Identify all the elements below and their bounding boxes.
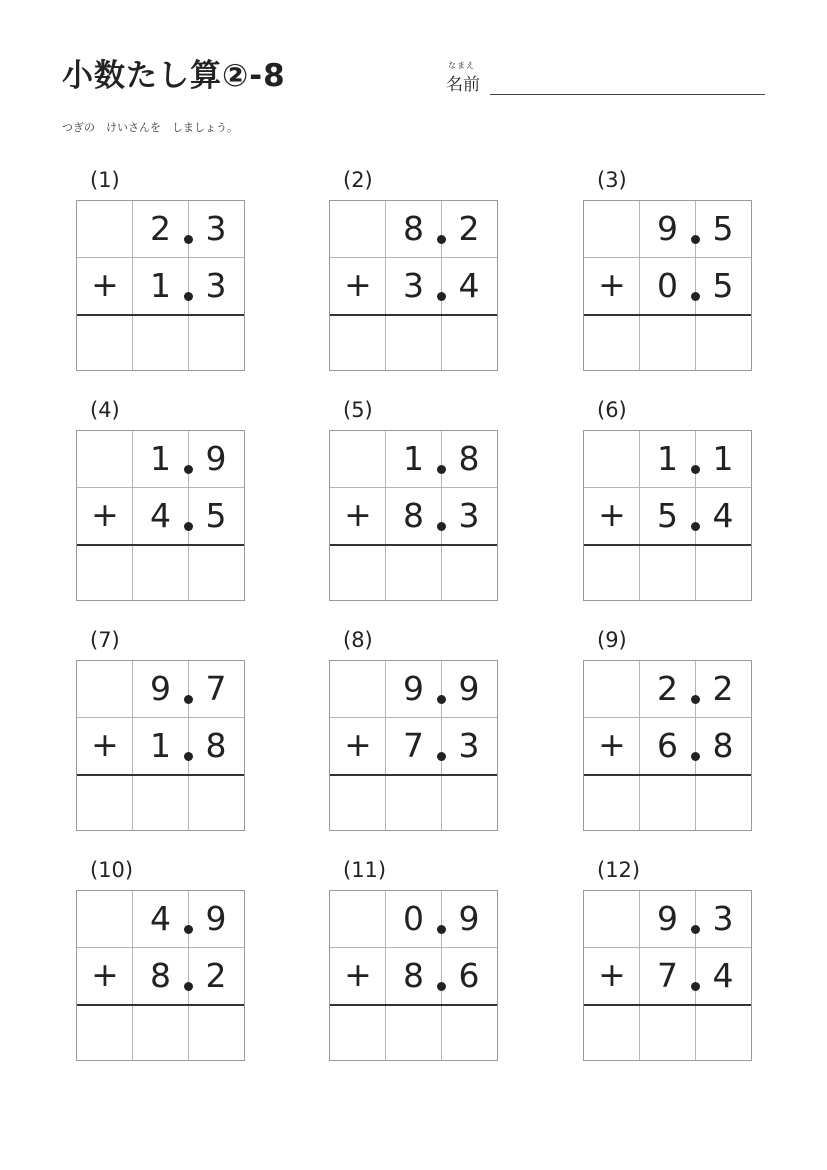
addend-2-ones-digit: 8	[403, 495, 424, 535]
calc-grid	[583, 660, 752, 831]
addend-2-tenths-digit: 5	[205, 495, 227, 535]
problem-number: (10)	[90, 858, 134, 882]
addend-1-ones-digit: 1	[150, 439, 171, 478]
plus-sign: +	[344, 495, 372, 534]
answer-cell[interactable]	[77, 1005, 132, 1060]
decimal-point	[437, 235, 446, 244]
answer-cell[interactable]	[640, 545, 695, 600]
decimal-point	[437, 292, 446, 301]
problem-number: (11)	[343, 858, 387, 882]
answer-cell[interactable]	[695, 1005, 750, 1060]
answer-cell[interactable]	[133, 775, 188, 830]
answer-cell[interactable]	[441, 545, 496, 600]
answer-cell[interactable]	[330, 775, 385, 830]
decimal-point	[184, 522, 193, 531]
decimal-point	[691, 465, 700, 474]
answer-cell[interactable]	[133, 1005, 188, 1060]
plus-sign: +	[344, 265, 372, 304]
answer-cell[interactable]	[441, 1005, 496, 1060]
addend-1-ones-digit: 9	[657, 899, 678, 938]
problem-10	[76, 858, 246, 1068]
problem-7	[76, 628, 246, 838]
addend-2-ones-digit: 8	[403, 955, 424, 995]
answer-cell[interactable]	[133, 545, 188, 600]
plus-sign: +	[598, 265, 626, 304]
answer-cell[interactable]	[640, 315, 695, 370]
plus-sign: +	[598, 725, 626, 764]
calc-grid	[329, 430, 498, 601]
decimal-point	[437, 522, 446, 531]
addend-1-tenths-digit: 8	[458, 439, 480, 478]
addend-2-tenths-digit: 8	[712, 725, 734, 765]
addend-2-tenths-digit: 4	[712, 495, 734, 535]
decimal-point	[437, 465, 446, 474]
problem-number: (7)	[90, 628, 120, 652]
addend-2-ones-digit: 1	[150, 725, 171, 765]
plus-sign: +	[91, 495, 119, 534]
problem-3	[583, 168, 753, 378]
calc-grid	[76, 430, 245, 601]
problem-number: (1)	[90, 168, 120, 192]
problem-number: (9)	[597, 628, 627, 652]
plus-sign: +	[91, 955, 119, 994]
answer-cell[interactable]	[386, 775, 441, 830]
problem-number: (2)	[343, 168, 373, 192]
calc-grid	[583, 200, 752, 371]
addend-1-tenths-digit: 9	[205, 899, 227, 938]
addend-1-ones-digit: 2	[657, 669, 678, 708]
addend-2-tenths-digit: 4	[712, 955, 734, 995]
addend-2-ones-digit: 6	[657, 725, 678, 765]
answer-cell[interactable]	[330, 315, 385, 370]
addend-1-ones-digit: 9	[150, 669, 171, 708]
answer-cell[interactable]	[640, 775, 695, 830]
decimal-point	[437, 925, 446, 934]
decimal-point	[184, 465, 193, 474]
plus-sign: +	[598, 495, 626, 534]
problem-9	[583, 628, 753, 838]
addend-1-tenths-digit: 9	[205, 439, 227, 478]
calc-grid	[329, 890, 498, 1061]
answer-cell[interactable]	[695, 545, 750, 600]
decimal-point	[184, 235, 193, 244]
answer-cell[interactable]	[584, 545, 639, 600]
plus-sign: +	[91, 725, 119, 764]
addend-1-ones-digit: 2	[150, 209, 171, 248]
addend-1-ones-digit: 8	[403, 209, 424, 248]
name-field	[444, 60, 766, 96]
plus-sign: +	[344, 725, 372, 764]
calc-grid	[76, 200, 245, 371]
addend-1-ones-digit: 1	[403, 439, 424, 478]
problem-8	[329, 628, 499, 838]
answer-cell[interactable]	[330, 1005, 385, 1060]
addend-1-tenths-digit: 3	[205, 209, 227, 248]
decimal-point	[691, 752, 700, 761]
name-write-line[interactable]	[490, 94, 765, 95]
addend-2-ones-digit: 3	[403, 265, 424, 305]
problem-11	[329, 858, 499, 1068]
addend-1-ones-digit: 0	[403, 899, 424, 938]
problem-number: (4)	[90, 398, 120, 422]
answer-cell[interactable]	[695, 315, 750, 370]
addend-2-tenths-digit: 8	[205, 725, 227, 765]
answer-cell[interactable]	[584, 775, 639, 830]
addend-2-ones-digit: 5	[657, 495, 678, 535]
addend-2-tenths-digit: 4	[458, 265, 480, 305]
decimal-point	[691, 522, 700, 531]
problem-2	[329, 168, 499, 378]
answer-cell[interactable]	[695, 775, 750, 830]
addend-1-ones-digit: 9	[657, 209, 678, 248]
problem-4	[76, 398, 246, 608]
addend-1-tenths-digit: 2	[458, 209, 480, 248]
addend-1-ones-digit: 9	[403, 669, 424, 708]
addend-2-tenths-digit: 5	[712, 265, 734, 305]
addend-2-tenths-digit: 6	[458, 955, 480, 995]
addend-2-tenths-digit: 3	[205, 265, 227, 305]
problem-12	[583, 858, 753, 1068]
decimal-point	[184, 925, 193, 934]
addend-1-ones-digit: 1	[657, 439, 678, 478]
name-label: 名前	[446, 75, 480, 95]
decimal-point	[691, 925, 700, 934]
addend-1-tenths-digit: 3	[712, 899, 734, 938]
decimal-point	[184, 982, 193, 991]
addend-2-tenths-digit: 3	[458, 495, 480, 535]
addend-1-tenths-digit: 2	[712, 669, 734, 708]
answer-cell[interactable]	[386, 545, 441, 600]
decimal-point	[437, 752, 446, 761]
decimal-point	[437, 695, 446, 704]
answer-cell[interactable]	[133, 315, 188, 370]
answer-cell[interactable]	[584, 315, 639, 370]
plus-sign: +	[344, 955, 372, 994]
calc-grid	[76, 890, 245, 1061]
addend-1-tenths-digit: 7	[205, 669, 227, 708]
addend-2-ones-digit: 7	[403, 725, 424, 765]
decimal-point	[184, 292, 193, 301]
name-ruby: なまえ	[448, 61, 475, 70]
answer-cell[interactable]	[188, 545, 243, 600]
answer-cell[interactable]	[77, 775, 132, 830]
answer-cell[interactable]	[441, 775, 496, 830]
problem-number: (12)	[597, 858, 641, 882]
calc-grid	[583, 890, 752, 1061]
instructions: つぎの けいさんを しましょう。	[62, 121, 238, 134]
answer-cell[interactable]	[188, 315, 243, 370]
worksheet-title: 小数たし算②-8	[62, 58, 286, 94]
answer-cell[interactable]	[640, 1005, 695, 1060]
addend-2-tenths-digit: 2	[205, 955, 227, 995]
answer-cell[interactable]	[188, 1005, 243, 1060]
calc-grid	[76, 660, 245, 831]
answer-cell[interactable]	[77, 315, 132, 370]
problem-6	[583, 398, 753, 608]
addend-1-tenths-digit: 9	[458, 899, 480, 938]
problem-number: (8)	[343, 628, 373, 652]
answer-cell[interactable]	[188, 775, 243, 830]
answer-cell[interactable]	[386, 315, 441, 370]
addend-2-ones-digit: 4	[150, 495, 171, 535]
problem-5	[329, 398, 499, 608]
calc-grid	[583, 430, 752, 601]
problem-1	[76, 168, 246, 378]
answer-cell[interactable]	[330, 545, 385, 600]
answer-cell[interactable]	[386, 1005, 441, 1060]
addend-2-tenths-digit: 3	[458, 725, 480, 765]
problem-number: (3)	[597, 168, 627, 192]
decimal-point	[184, 752, 193, 761]
problem-number: (6)	[597, 398, 627, 422]
addend-2-ones-digit: 8	[150, 955, 171, 995]
addend-1-tenths-digit: 5	[712, 209, 734, 248]
addend-2-ones-digit: 0	[657, 265, 678, 305]
answer-cell[interactable]	[441, 315, 496, 370]
addend-2-ones-digit: 1	[150, 265, 171, 305]
problem-number: (5)	[343, 398, 373, 422]
addend-1-tenths-digit: 1	[712, 439, 734, 478]
decimal-point	[184, 695, 193, 704]
decimal-point	[691, 235, 700, 244]
decimal-point	[691, 292, 700, 301]
addend-1-tenths-digit: 9	[458, 669, 480, 708]
addend-1-ones-digit: 4	[150, 899, 171, 938]
calc-grid	[329, 200, 498, 371]
decimal-point	[691, 982, 700, 991]
answer-cell[interactable]	[584, 1005, 639, 1060]
decimal-point	[691, 695, 700, 704]
answer-cell[interactable]	[77, 545, 132, 600]
plus-sign: +	[91, 265, 119, 304]
calc-grid	[329, 660, 498, 831]
plus-sign: +	[598, 955, 626, 994]
decimal-point	[437, 982, 446, 991]
addend-2-ones-digit: 7	[657, 955, 678, 995]
